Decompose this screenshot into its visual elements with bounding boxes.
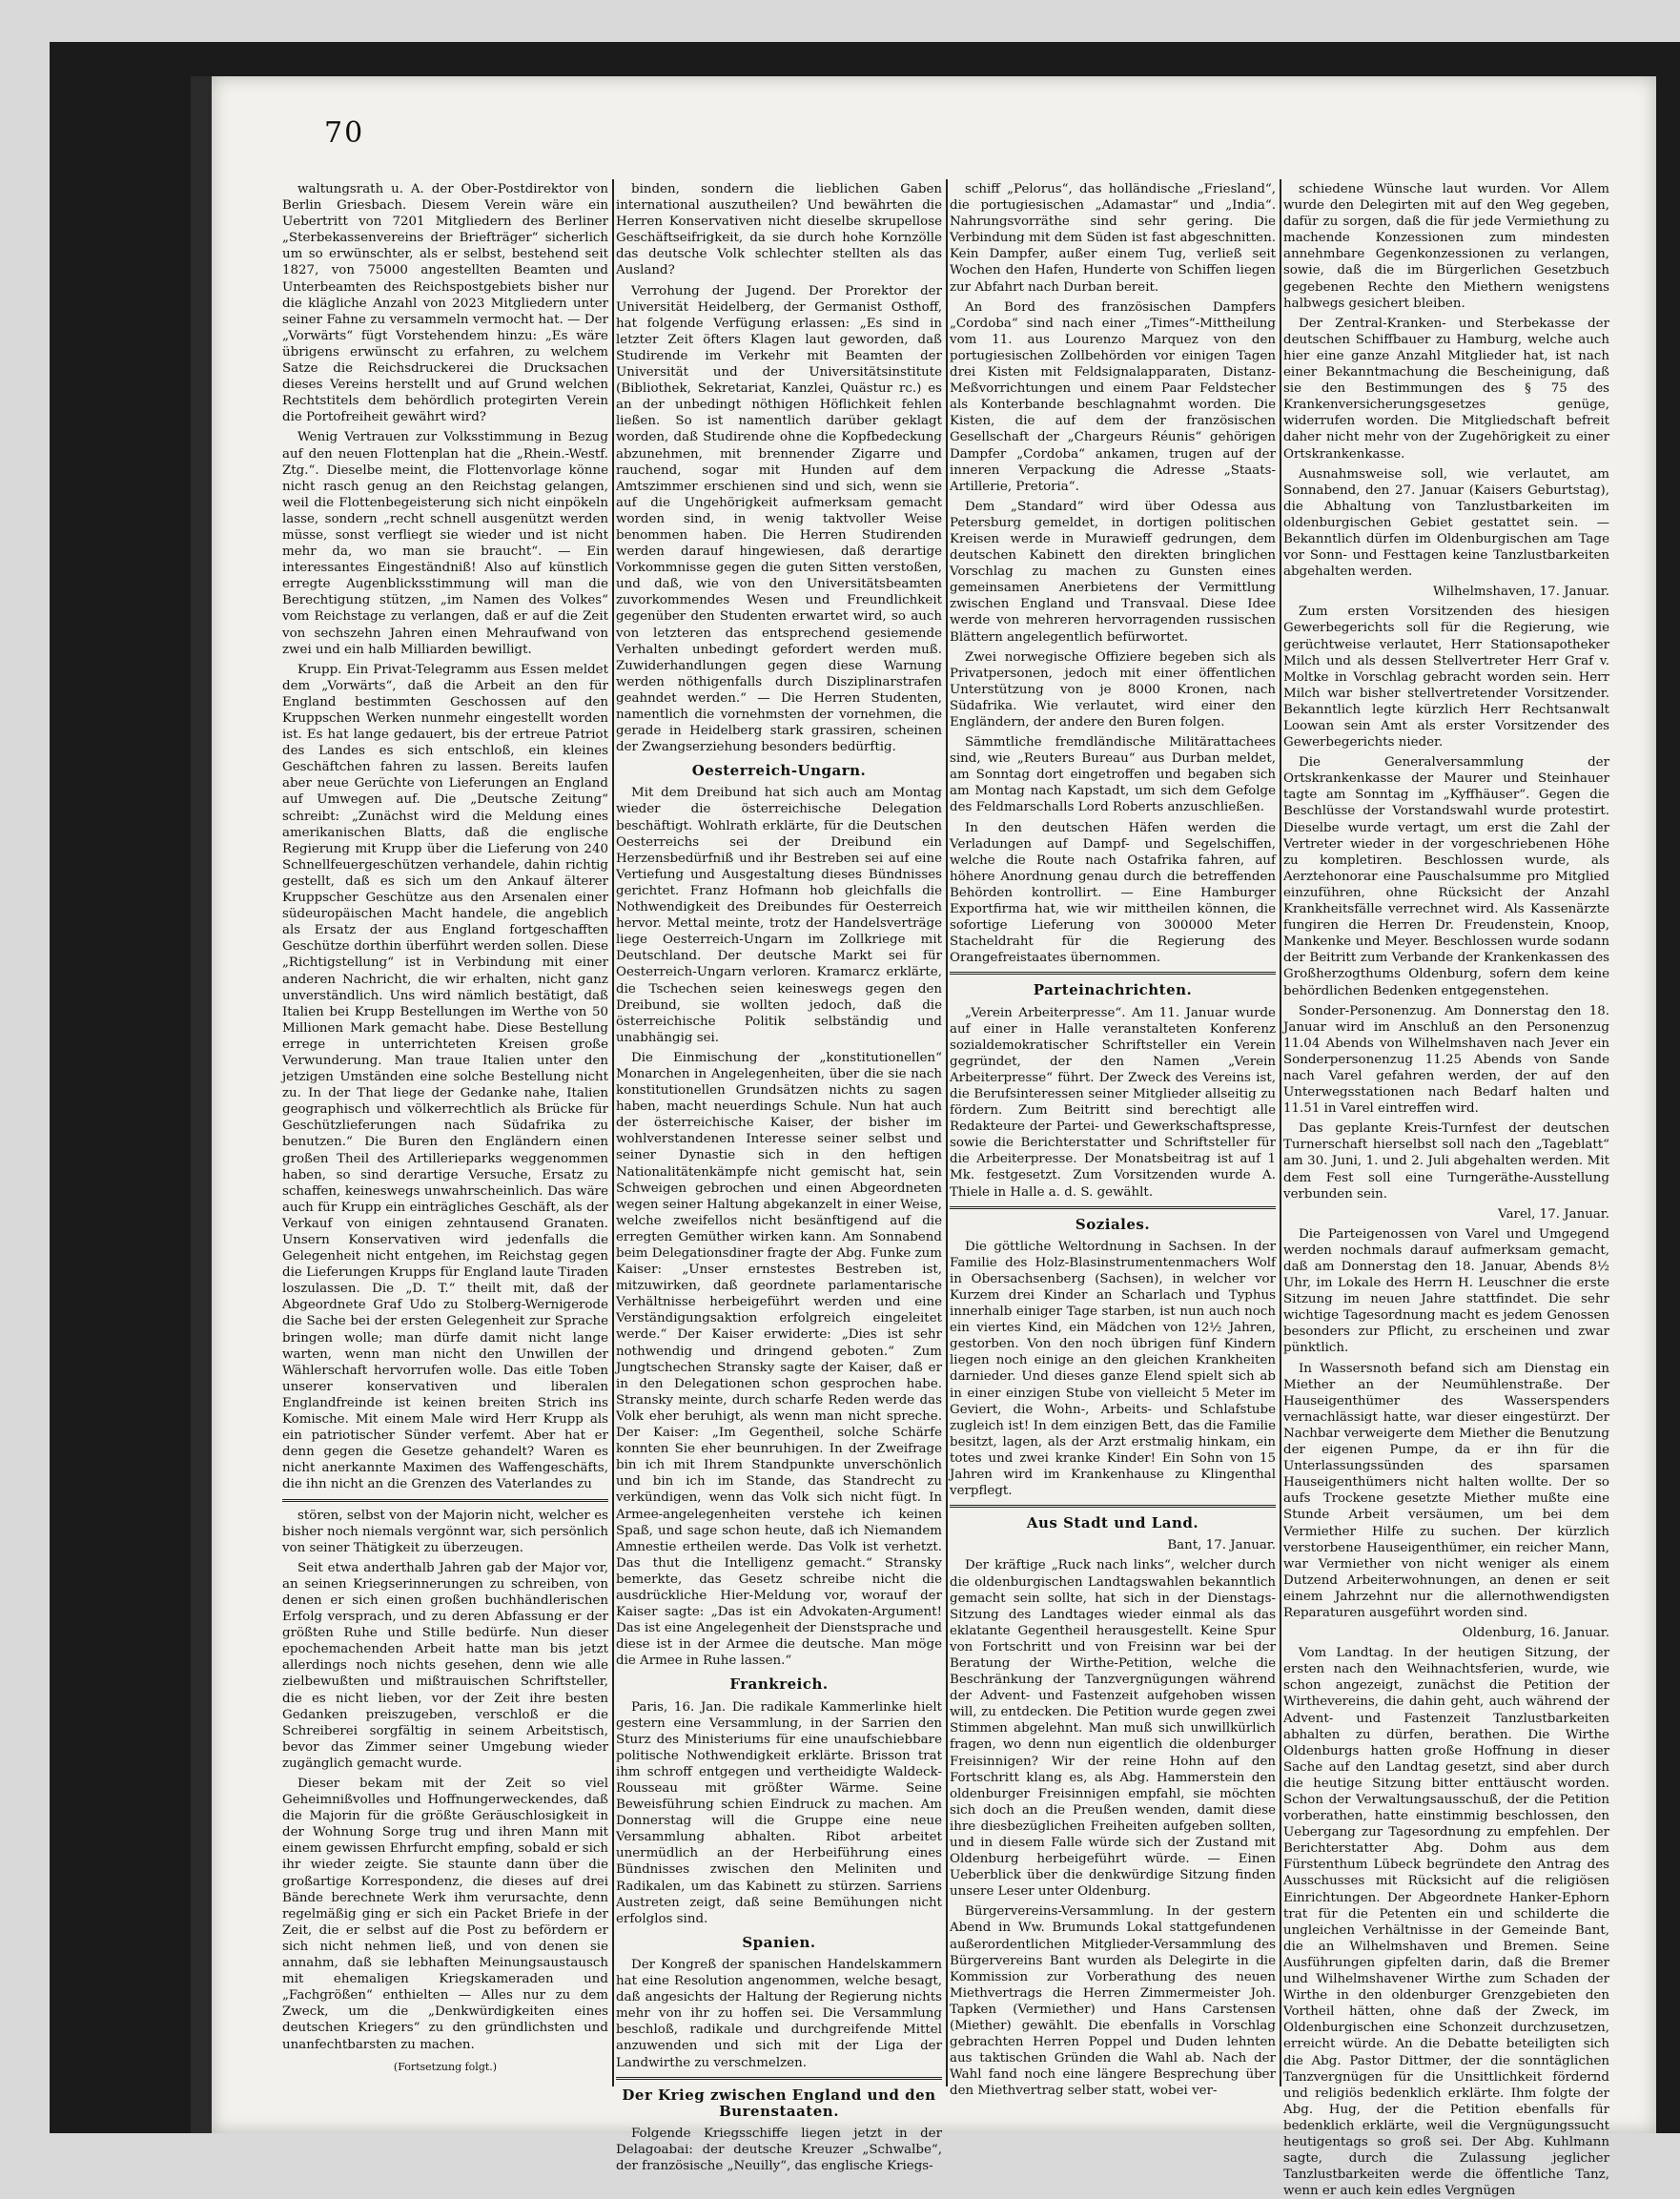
article-paragraph: Sämmtliche fremdländische Militärattachees sind, wie „Reuters Bureau“ aus Durban meldet, am Sonntag dort eingetroffen und begaben sich am Montag nach Kapstadt, um sich dem Gefolge des Feldmarschalls Lord Roberts anzuschließen. [950, 735, 1276, 815]
dateline: Wilhelmshaven, 17. Januar. [1432, 585, 1609, 600]
article-paragraph: Der kräftige „Ruck nach links“, welcher durch die oldenburgischen Landtagswahlen bekanntlich gemacht sein sollte, hat sich in der Dienstags-Sitzung des Landtages wieder einmal als das eklatante Gegentheil herausgestellt. Keine Spur von Fortschritt und von Freisinn war bei der Beratung der Wirthe-Petition, welche die Beschränkung der Tanzvergnügungen während der Advent- und Fastenzeit aufgehoben wissen will, zu entdecken. Die Petition wurde gegen zwei Stimmen abgelehnt. Man muß sich unwillkürlich fragen, wo denn nun eigentlich die oldenburger Freisinnigen? Wir der reine Hohn auf den Fortschritt klang es, als Abg. Hammerstein den oldenburger Freisinnigen empfahl, sie möchten sich doch an die Preußen wenden, damit diese ihre diesbezüglichen Freiheiten aufgeben sollten, und in diesem Falle würde sich der Zustand mit Oldenburg herbeigeführt würde. — Einen Ueberblick über die denkwürdige Sitzung finden unsere Leser unter Oldenburg. [950, 1558, 1276, 1900]
page-gutter-shadow [191, 76, 212, 2133]
article-paragraph: Folgende Kriegsschiffe liegen jetzt in der Delagoabai: der deutsche Kreuzer „Schwalbe“, der französische „Neuilly“, das englische Kriegs- [616, 2126, 942, 2173]
section-heading: Der Krieg zwischen England und den Burenstaaten. [622, 2086, 936, 2120]
article-paragraph: Die Generalversammlung der Ortskrankenkasse der Maurer und Steinhauer tagte am Sonntag im „Kyffhäuser“. Gegen die Beschlüsse der Vorstandswahl wurde protestirt. Dieselbe wurde vertagt, um erst die Zahl der Vertreter wieder in der vorgeschriebenen Höhe zu kompletiren. Beschlossen wurde, als Aerztehonorar eine Pauschalsumme pro Mitglied einzuführen, ohne Rücksicht der Anzahl Krankheitsfälle verrechnet wird. Als Kassenärzte fungiren die Herren Dr. Freudenstein, Knoop, Mankenke und Meyer. Beschlossen wurde sodann der Beitritt zum Verbande der Krankenkassen des Großherzogthums Oldenburg, sofern dem keine behördlichen Bedenken entgegenstehen. [1283, 755, 1609, 998]
dateline: Oldenburg, 16. Januar. [1462, 1626, 1609, 1641]
article-paragraph: In den deutschen Häfen werden die Verladungen auf Dampf- und Segelschiffen, welche die Route nach Ostafrika fahren, auf höhere Anordnung genau durch die betreffenden Behörden kontrollirt. — Eine Hamburger Exportfirma hat, wie wir mittheilen können, die sofortige Lieferung von 300000 Meter Stacheldraht für die Regierung des Orangefreistaates übernommen. [950, 820, 1276, 966]
article-paragraph: Zwei norwegische Offiziere begeben sich als Privatpersonen, jedoch mit einer öffentlichen Unterstützung von je 8000 Kronen, nach Südafrika. Wie verlautet, wird einer den Engländern, der andere den Buren folgen. [950, 649, 1276, 730]
article-paragraph: Der Zentral-Kranken- und Sterbekasse der deutschen Schiffbauer zu Hamburg, welche auch hier eine ganze Anzahl Mitglieder hat, ist nach einer Bekanntmachung die Bescheinigung, daß sie den Bestimmungen des § 75 des Krankenversicherungsgesetzes genüge, widerrufen worden. Die Mitgliedschaft befreit daher nicht mehr von der Zugehörigkeit zu einer Ortskrankenkasse. [1283, 316, 1609, 462]
article-paragraph: An Bord des französischen Dampfers „Cordoba“ sind nach einer „Times“-Mittheilung vom 11. aus Lourenzo Marquez von den portugiesischen Zollbehörden vor einigen Tagen drei Kisten mit Feldsignalapparaten, Distanz-Meßvorrichtungen und einem Paar Feldstecher als Konterbande beschlagnahmt worden. Die Kisten, die auf dem der französischen Gesellschaft der „Chargeurs Réunis“ gehörigen Dampfer „Cordoba“ ankamen, trugen auf der inneren Verpackung die Adresse „Staats-Artillerie, Pretoria“. [950, 299, 1276, 494]
article-paragraph: waltungsrath u. A. der Ober-Postdirektor von Berlin Griesbach. Diesem Verein wäre ein Uebertritt von 7201 Mitgliedern des Berliner „Sterbekassenvereins der Briefträger“ sicherlich um so erwünschter, als er selbst, bestehend seit 1827, von 75000 angestellten Beamten und Unterbeamten des Reichspostgebiets bisher nur die klägliche Anzahl von 2023 Mitgliedern unter seiner Fahne zu versammeln vermocht hat. — Der „Vorwärts“ fügt Vorstehendem hinzu: „Es wäre übrigens erwünscht zu erfahren, zu welchem Satze die Reichsdruckerei die Drucksachen dieses Vereins herstellt und auf Grund welchen Rechtstitels dem behördlich protegirten Verein die Portofreiheit gewährt wird? [282, 182, 608, 425]
article-paragraph: „Verein Arbeiterpresse“. Am 11. Januar wurde auf einer in Halle veranstalteten Konferenz sozialdemokratischer Schriftsteller ein Verein gegründet, der den Namen „Verein Arbeiterpresse“ führt. Der Zweck des Vereins ist, die Berufsinteressen seiner Mitglieder allseitig zu fördern. Zum Beitritt sind berechtigt alle Redakteure der Partei- und Gewerkschaftspresse, sowie die Berichterstatter und Schriftsteller für die Arbeiterpresse. Der Monatsbeitrag ist auf 1 Mk. festgesetzt. Zum Vorsitzenden wurde A. Thiele in Halle a. d. S. gewählt. [950, 1005, 1276, 1200]
column-1 [282, 181, 608, 2088]
serial-paragraph: Dieser bekam mit der Zeit so viel Geheimnißvolles und Hoffnungerweckendes, daß die Majorin für die größte Geräuschlosigkeit in der Wohnung Sorge trug und ihren Mann mit einem gewissen Ehrfurcht empfing, sobald er sich ihr wieder zeigte. Sie staunte dann über die großartige Korrespondenz, die dieses auf drei Bände berechnete Werk ihm verursachte, denn regelmäßig ging er sich ein Packet Briefe in der Zeit, die er selbst auf die Post zu befördern er sich nicht nehmen ließ, und von denen sie annahm, daß sie lebhaften Meinungsaustausch mit ehemaligen Kriegskameraden und „Fachgrößen“ enthielten — Alles nur zu dem Zweck, um die „Denkwürdigkeiten eines deutschen Kriegers“ zu den gründlichsten und unanfechtbarsten zu machen. [282, 1777, 608, 2052]
continuation-note: (Fortsetzung folgt.) [393, 2060, 498, 2073]
article-paragraph: Ausnahmsweise soll, wie verlautet, am Sonnabend, den 27. Januar (Kaisers Geburtstag), die Abhaltung von Tanzlustbarkeiten im oldenburgischen Gebiet gestattet sein. — Bekanntlich dürfen im Oldenburgischen am Tage vor Sonn- und Festtagen keine Tanzlustbarkeiten abgehalten werden. [1283, 466, 1609, 580]
serial-paragraph: Seit etwa anderthalb Jahren gab der Major vor, an seinen Kriegserinnerungen zu schreiben, von denen er sich einen großen buchhändlerischen Erfolg versprach, und zu deren Abfassung er der größten Ruhe und Stille bedürfe. Nun dieser epochemachenden Arbeit hatte man bis jetzt allerdings noch nichts gesehen, denn wie alle zielbewußten und mißtrauischen Schriftsteller, die es nicht lieben, vor der Zeit ihre besten Gedanken preiszugeben, verschloß er die Schreiberei sorgfältig in seinem Arbeitstisch, bevor das Zimmer seiner Umgebung wieder zugänglich gemacht wurde. [282, 1560, 608, 1771]
article-paragraph: binden, sondern die lieblichen Gaben international auszutheilen? Und bewährten die Herren Konservativen nicht dieselbe skrupellose Geschäftseifrigkeit, da sie durch hohe Kornzölle das deutsche Volk schlechter stellten als das Ausland? [616, 182, 942, 278]
newspaper-page [212, 76, 1656, 2199]
section-divider [950, 1206, 1276, 1209]
article-paragraph: Verrohung der Jugend. Der Prorektor der Universität Heidelberg, der Germanist Osthoff, hat folgende Verfügung erlassen: „Es sind in letzter Zeit öfters Klagen laut geworden, daß Studirende im Verkehr mit Beamten der Universität und der Universitätsinstitute (Bibliothek, Sekretariat, Kanzlei, Quästur rc.) es an der unbedingt nöthigen Höflichkeit fehlen ließen. So ist namentlich darüber geklagt worden, daß Studirende ohne die Kopfbedeckung abzunehmen, mit brennender Zigarre und rauchend, sogar mit Hunden auf dem Amtszimmer erschienen sind und sich, wenn sie auf die Ungehörigkeit aufmerksam gemacht worden sind, in wenig taktvoller Weise benommen haben. Die Herren Studirenden werden darauf hingewiesen, daß derartige Vorkommnisse gegen die guten Sitten verstoßen, und daß, wie von den Universitätsbeamten zuvorkommendes Wesen und Freundlichkeit gegenüber den Studenten erwartet wird, so auch von letzteren das entsprechend gesiemende Verhalten unbedingt gefordert werden muß. Zuwiderhandlungen gegen diese Warnung werden nöthigenfalls durch Disziplinarstrafen geahndet werden.“ — Die Herren Studenten, namentlich die vornehmsten der vornehmen, die gerade in Heidelberg stark grassiren, scheinen der Zwangserziehung besonders bedürftig. [616, 283, 942, 755]
section-divider [950, 972, 1276, 975]
article-paragraph: Krupp. Ein Privat-Telegramm aus Essen meldet dem „Vorwärts“, daß die Arbeit an den für England bestimmten Geschossen auf den Kruppschen Werken nunmehr eingestellt worden ist. Es hat lange gedauert, bis der ertreue Patriot des Landes es sich entschloß, ein kleines Geschäftchen fahren zu lassen. Bereits laufen aber neue Gerüchte von Lieferungen an England auf Umwegen auf. Die „Deutsche Zeitung“ schreibt: „Zunächst wird die Meldung eines amerikanischen Blatts, daß die englische Regierung mit Krupp über die Lieferung von 240 Schnellfeuergeschützen verhandele, dahin richtig gestellt, daß es sich um den Ankauf älterer Kruppscher Geschütze aus den Arsenalen einer südeuropäischen Macht handele, die angeblich als Ersatz der aus England fortgeschafften Geschütze dorthin überführt werden sollen. Diese „Richtigstellung“ ist in Verbindung mit einer anderen Nachricht, die wir erhalten, nicht ganz unverständlich. Uns wird nämlich bestätigt, daß Italien bei Krupp Bestellungen im Werthe von 50 Millionen Mark gemacht habe. Diese Bestellung errege in unterrichteten Kreisen große Verwunderung. Man traue Italien unter den jetzigen Umständen eine solche Bestellung nicht zu. In der That liege der Gedanke nahe, Italien geographisch und völkerrechtlich als Brücke für Geschützlieferungen nach Südafrika zu benutzen.“ Die Buren den Engländern einen großen Theil des Artillerieparks weggenommen haben, so sind derartige Versuche, Ersatz zu schaffen, keineswegs unwahrscheinlich. Das wäre auch für Krupp ein einträgliches Geschäft, als der Verkauf von einigen zehntausend Granaten. Unsern Konservativen wird jedenfalls die Gelegenheit nicht entgehen, im Reichstag gegen die Lieferungen Krupps für England laute Tiraden loszulassen. Die „D. T.“ theilt mit, daß der Abgeordnete Graf Udo zu Stolberg-Wernigerode die Sache bei der ersten Gelegenheit zur Sprache bringen wolle; man dürfe damit nicht lange warten, wenn man nicht den Unwillen der Wählerschaft hervorrufen wolle. Das eitle Toben unserer konservativen und liberalen Englandfreinde ist keinen breiten Strich ins Komische. Mit einem Male wird Herr Krupp als ein patriotischer Sünder verfemt. Aber hat er denn gegen die Gesetze gehandelt? Waren es nicht anerkannte Maximen des Waffengeschäfts, die ihn nicht an die Grenzen des Vaterlandes zu [282, 662, 608, 1492]
article-paragraph: Wenig Vertrauen zur Volksstimmung in Bezug auf den neuen Flottenplan hat die „Rhein.-Westf. Ztg.“. Dieselbe meint, die Flottenvorlage könne nicht rasch genug an den Reichstag gelangen, weil die Flottenbegeisterung sich nicht einpökeln lasse, sondern „recht schnell ausgenützt werden müsse, sonst verfliegt sie wieder und ist nicht mehr da, wo man sie braucht“. — Ein interessantes Eingeständniß! Also auf künstlich erregte Augenblicksstimmung will man die Berechtigung stützen, „im Namen des Volkes“ vom Reichstage zu verlangen, daß er auf die Zeit von sechszehn Jahren einen Mehraufwand von zwei und ein halb Milliarden bewilligt. [282, 430, 608, 657]
article-paragraph: Das geplante Kreis-Turnfest der deutschen Turnerschaft hierselbst soll nach den „Tageblatt“ am 30. Juni, 1. und 2. Juli abgehalten werden. Mit dem Fest soll eine Turngeräthe-Ausstellung verbunden sein. [1283, 1121, 1609, 1202]
section-divider [950, 1505, 1276, 1508]
article-paragraph: Zum ersten Vorsitzenden des hiesigen Gewerbegerichts soll für die Regierung, wie gerüchtweise verlautet, Herr Stationsapotheker Milch und als dessen Stellvertreter Herr Graf v. Moltke in Vorschlag gebracht worden sein. Herr Milch war bisher stellvertretender Vorsitzender. Bekanntlich legte kürzlich Herr Rechtsanwalt Loowan sein Amt als erster Vorsitzender des Gewerbegerichts nieder. [1283, 605, 1609, 750]
serial-paragraph: stören, selbst von der Majorin nicht, welcher es bisher noch niemals vergönnt war, sich persönlich von seiner Thätigkeit zu überzeugen. [282, 1508, 608, 1555]
section-heading: Frankreich. [729, 1675, 829, 1694]
article-paragraph: In Wassersnoth befand sich am Dienstag ein Miether an der Neumühlenstraße. Der Hauseigenthümer des Wasserspenders vernachlässigt hatte, war dieser eingestürzt. Der Nachbar verweigerte dem Miether die Benutzung der eigenen Pumpe, da er ihn für die Unterlassungssünden des sparsamen Hauseigenthümers nicht halten wollte. Der so aufs Trockene gesetzte Miether mußte eine Stunde Arbeit versäumen, um bei dem Vermiether Hilfe zu suchen. Der kürzlich verstorbene Hauseigenthümer, ein reicher Mann, war Vermiether von nicht weniger als einem Dutzend Arbeiterwohnungen, an denen er seit einem Jahrzehnt nur die allernothwendigsten Reparaturen ausgeführt worden sind. [1283, 1361, 1609, 1620]
column-rule [946, 179, 948, 2086]
column-2 [616, 181, 942, 2173]
column-rule [612, 179, 614, 2086]
column-rule [1280, 179, 1281, 2086]
article-paragraph: schiff „Pelorus“, das holländische „Friesland“, die portugiesischen „Adamastar“ und „India“. Nahrungsvorräthe sind sehr gering. Die Verbindung mit dem Süden ist fast abgeschnitten. Kein Dampfer, außer einem Tug, verließ seit Wochen den Hafen, Hunderte von Schiffen liegen zur Abfahrt nach Durban bereit. [950, 182, 1276, 295]
feuilleton-divider [282, 1499, 608, 1502]
page-number: 70 [324, 116, 365, 150]
article-paragraph: Vom Landtag. In der heutigen Sitzung, der ersten nach den Weihnachtsferien, wurde, wie schon angezeigt, zunächst die Petition der Wirthevereins, die dahin geht, auch während der Advent- und Fastenzeit Tanzlustbarkeiten abhalten zu dürfen, berathen. Die Wirthe Oldenburgs hatten große Hoffnung in dieser Sache auf den Landtag gesetzt, sind aber durch die heutige Sitzung bitter enttäuscht worden. Schon der Verwaltungsausschuß, der die Petition vorberathen, hatte einstimmig beschlossen, den Uebergang zur Tagesordnung zu empfehlen. Der Berichterstatter Abg. Dohm aus dem Fürstenthum Lübeck begründete den Antrag des Ausschusses mit Rücksicht auf die religiösen Einrichtungen. Der Abgeordnete Hanker-Ephorn trat für die Petenten ein und schilderte die ungleichen Verhältnisse in der Gemeinde Bant, die an Wilhelmshaven und Bremen. Seine Ausführungen gipfelten darin, daß die Bremer und Wilhelmshavener Wirthe zum Schaden der Wirthe in den oldenburger Grenzgebieten den Vortheil hätten, ohne daß der Zweck, im Oldenburgischen eine Schonzeit durchzusetzen, erreicht würde. An die Debatte beteiligten sich die Abg. Pastor Dittmer, der die sonntäglichen Tanzvergnügen für die Unsittlichkeit fördernd und religiös bedenklich erklärte. Ihm folgte der Abg. Hug, der die Petition ebenfalls für bedenklich erklärte, weil die Vergnügungssucht heutigentags so groß sei. Der Abg. Kuhlmann sagte, durch die Zulassung jeglicher Tanzlustbarkeiten werde die öffentliche Tanz, wenn er auch kein edles Vergnügen [1283, 1646, 1609, 2199]
section-heading: Spanien. [742, 1933, 816, 1951]
article-paragraph: Bürgervereins-Versammlung. In der gestern Abend in Ww. Brumunds Lokal stattgefundenen außerordentlichen Mitglieder-Versammlung des Bürgervereins Bant wurden als Delegirte in die Kommission zur Vorberathung des neuen Miethvertrags die Herren Zimmermeister Joh. Tapken (Vermiether) und Hans Carstensen (Miether) gewählt. Die ebenfalls in Vorschlag gebrachten Herren Poppel und Duden lehnten aus taktischen Gründen die Wahl ab. Nach der Wahl fand noch eine längere Besprechung über den Miethvertrag selber statt, wobei ver- [950, 1904, 1276, 2099]
article-paragraph: Sonder-Personenzug. Am Donnerstag den 18. Januar wird im Anschluß an den Personenzug 11.04 Abends von Wilhelmshaven nach Jever ein Sonderpersonenzug 11.25 Abends von Sande nach Varel gefahren werden, der auf den Unterwegsstationen nach Bedarf halten und 11.51 in Varel eintreffen wird. [1283, 1003, 1609, 1117]
section-heading: Aus Stadt und Land. [1026, 1514, 1199, 1532]
column-3 [950, 181, 1276, 2099]
article-paragraph: Der Kongreß der spanischen Handelskammern hat eine Resolution angenommen, welche besagt, daß angesichts der Haltung der Regierung nichts mehr von ihr zu hoffen sei. Die Versammlung beschloß, radikale und durchgreifende Mittel anzuwenden und sich mit der Liga der Landwirthe zu verschmelzen. [616, 1957, 942, 2070]
dateline: Varel, 17. Januar. [1498, 1206, 1609, 1222]
section-heading: Oesterreich-Ungarn. [691, 762, 867, 780]
section-divider [616, 2077, 942, 2080]
article-paragraph: Mit dem Dreibund hat sich auch am Montag wieder die österreichische Delegation beschäftigt. Wohlrath erklärte, für die Deutschen Oesterreichs sei der Dreibund ein Herzensbedürfniß und ihr Bestreben sei auf eine Vertiefung und Ausgestaltung dieses Bündnisses gerichtet. Franz Hofmann hob gleichfalls die Nothwendigkeit des Dreibundes für Oesterreich hervor. Mettal meinte, trotz der Handelsverträge liege Oesterreich-Ungarn im Zollkriege mit Deutschland. Der deutsche Markt sei für Oesterreich-Ungarn verloren. Kramarcz erklärte, die Tschechen seien keineswegs gegen den Dreibund, sie wollten jedoch, daß die österreichische Politik selbständig und unabhängig sei. [616, 786, 942, 1045]
column-4 [1283, 181, 1609, 2199]
article-paragraph: Paris, 16. Jan. Die radikale Kammerlinke hielt gestern eine Versammlung, in der Sarrien den Sturz des Ministeriums für eine unaufschiebbare politische Nothwendigkeit erklärte. Brisson trat ihm schroff entgegen und vertheidigte Waldeck-Rousseau mit größter Wärme. Seine Beweisführung schien Eindruck zu machen. Am Donnerstag will die Gruppe eine neue Versammlung abhalten. Ribot arbeitet unermüdlich an der Herbeiführung eines Bündnisses zwischen den Meliniten und Radikalen, um das Kabinett zu stürzen. Sarriens Austreten zeigt, daß seine Bemühungen nicht erfolglos sind. [616, 1699, 942, 1926]
article-paragraph: schiedene Wünsche laut wurden. Vor Allem wurde den Delegirten mit auf den Weg gegeben, dafür zu sorgen, daß die für jede Vermiethung zu machende Konzessionen zum mindesten annehmbare Gegenkonzessionen zu verlangen, sowie, daß die im Bürgerlichen Gesetzbuch gegebenen Rechte den Miethern wenigstens halbwegs gesichert bleiben. [1283, 182, 1609, 311]
article-paragraph: Die Einmischung der „konstitutionellen“ Monarchen in Angelegenheiten, über die sie nach konstitutionellen Grundsätzen nichts zu sagen haben, macht neuerdings Schule. Nun hat auch der österreichische Kaiser, der bisher im wohlverstandenen Interesse seiner selbst und seiner Dynastie sich in den heftigen Nationalitätenkämpfe nicht gemischt hat, sein Schweigen gebrochen und einen Abgeordneten wegen seiner Haltung abgekanzelt in einer Weise, welche zweifellos nicht besänftigend auf die erregten Gemüther wirken kann. Am Sonnabend beim Delegationsdiner fragte der Abg. Funke zum Kaiser: „Unser ernstestes Bestreben ist, mitzuwirken, daß geordnete parlamentarische Verhältnisse herbeigeführt werden und eine Verständigungsaktion erfolgreich eingeleitet werde.“ Der Kaiser erwiderte: „Dies ist sehr nothwendig und dringend geboten.“ Zum Jungtschechen Stransky sagte der Kaiser, daß er in den Delegationen schon gesprochen habe. Stransky meinte, durch scharfe Reden werde das Volk eher beruhigt, als wenn man nicht spreche. Der Kaiser: „Im Gegentheil, solche Schärfe konnten Sie eher beunruhigen. In der Zweifrage bin ich mit Ihrem Standpunkte unverschönlich und bin ich im Stande, das Standrecht zu verkündigen, wenn das Volk sich nicht fügt. In Armee-angelegenheiten verstehe ich keinen Spaß, und sage schon heute, daß ich Niemandem Amnestie ertheilen werde. Das Volk ist verhetzt. Das thut die Intelligenz gemacht.“ Stransky bemerkte, das Gesetz schreibe nicht die ausdrückliche Hier-Meldung vor, worauf der Kaiser sagte: „Das ist ein Advokaten-Argument! Das ist eine Angelegenheit der Dienstsprache und diese ist in der Armee die deutsche. Man möge die Armee in Ruhe lassen.“ [616, 1050, 942, 1669]
article-paragraph: Die göttliche Weltordnung in Sachsen. In der Familie des Holz-Blasinstrumentenmachers Wolf in Obersachsenberg (Sachsen), in welcher vor Kurzem drei Kinder an Scharlach und Typhus innerhalb einiger Tage starben, ist nun auch noch ein viertes Kind, ein Mädchen von 12½ Jahren, gestorben. Von den noch übrigen fünf Kindern liegen noch einige an den gleichen Krankheiten darnieder. Und dieses ganze Elend spielt sich ab in einer einzigen Stube von vielleicht 5 Meter im Geviert, die Wohn-, Arbeits- und Schlafstube zugleich ist! In dem einzigen Bett, das die Familie besitzt, lagen, als der Arzt erstmalig hinkam, ein totes und zwei kranke Kinder! Ein Sohn von 15 Jahren wird im Krankenhause zu Klingenthal verpflegt. [950, 1239, 1276, 1499]
section-heading: Parteinachrichten. [1033, 981, 1193, 999]
article-paragraph: Die Parteigenossen von Varel und Umgegend werden nochmals darauf aufmerksam gemacht, daß am Donnerstag den 18. Januar, Abends 8½ Uhr, im Lokale des Herrn H. Leuschner die erste Sitzung im neuen Jahre stattfindet. Die sehr wichtige Tagesordnung macht es jedem Genossen besonders zur Pflicht, zu erscheinen und zwar pünktlich. [1283, 1226, 1609, 1356]
section-heading: Soziales. [1075, 1215, 1151, 1233]
article-paragraph: Dem „Standard“ wird über Odessa aus Petersburg gemeldet, in dortigen politischen Kreisen werde in Murawieff gedrungen, dem deutschen Kabinett den direkten bringlichen Vorschlag zu machen zu Gunsten eines gemeinsamen Anerbietens der Vermittlung zwischen England und Transvaal. Diese Idee werde von mehreren hervorragenden russischen Blättern angelegentlich befürwortet. [950, 499, 1276, 645]
dateline: Bant, 17. Januar. [1167, 1538, 1276, 1553]
